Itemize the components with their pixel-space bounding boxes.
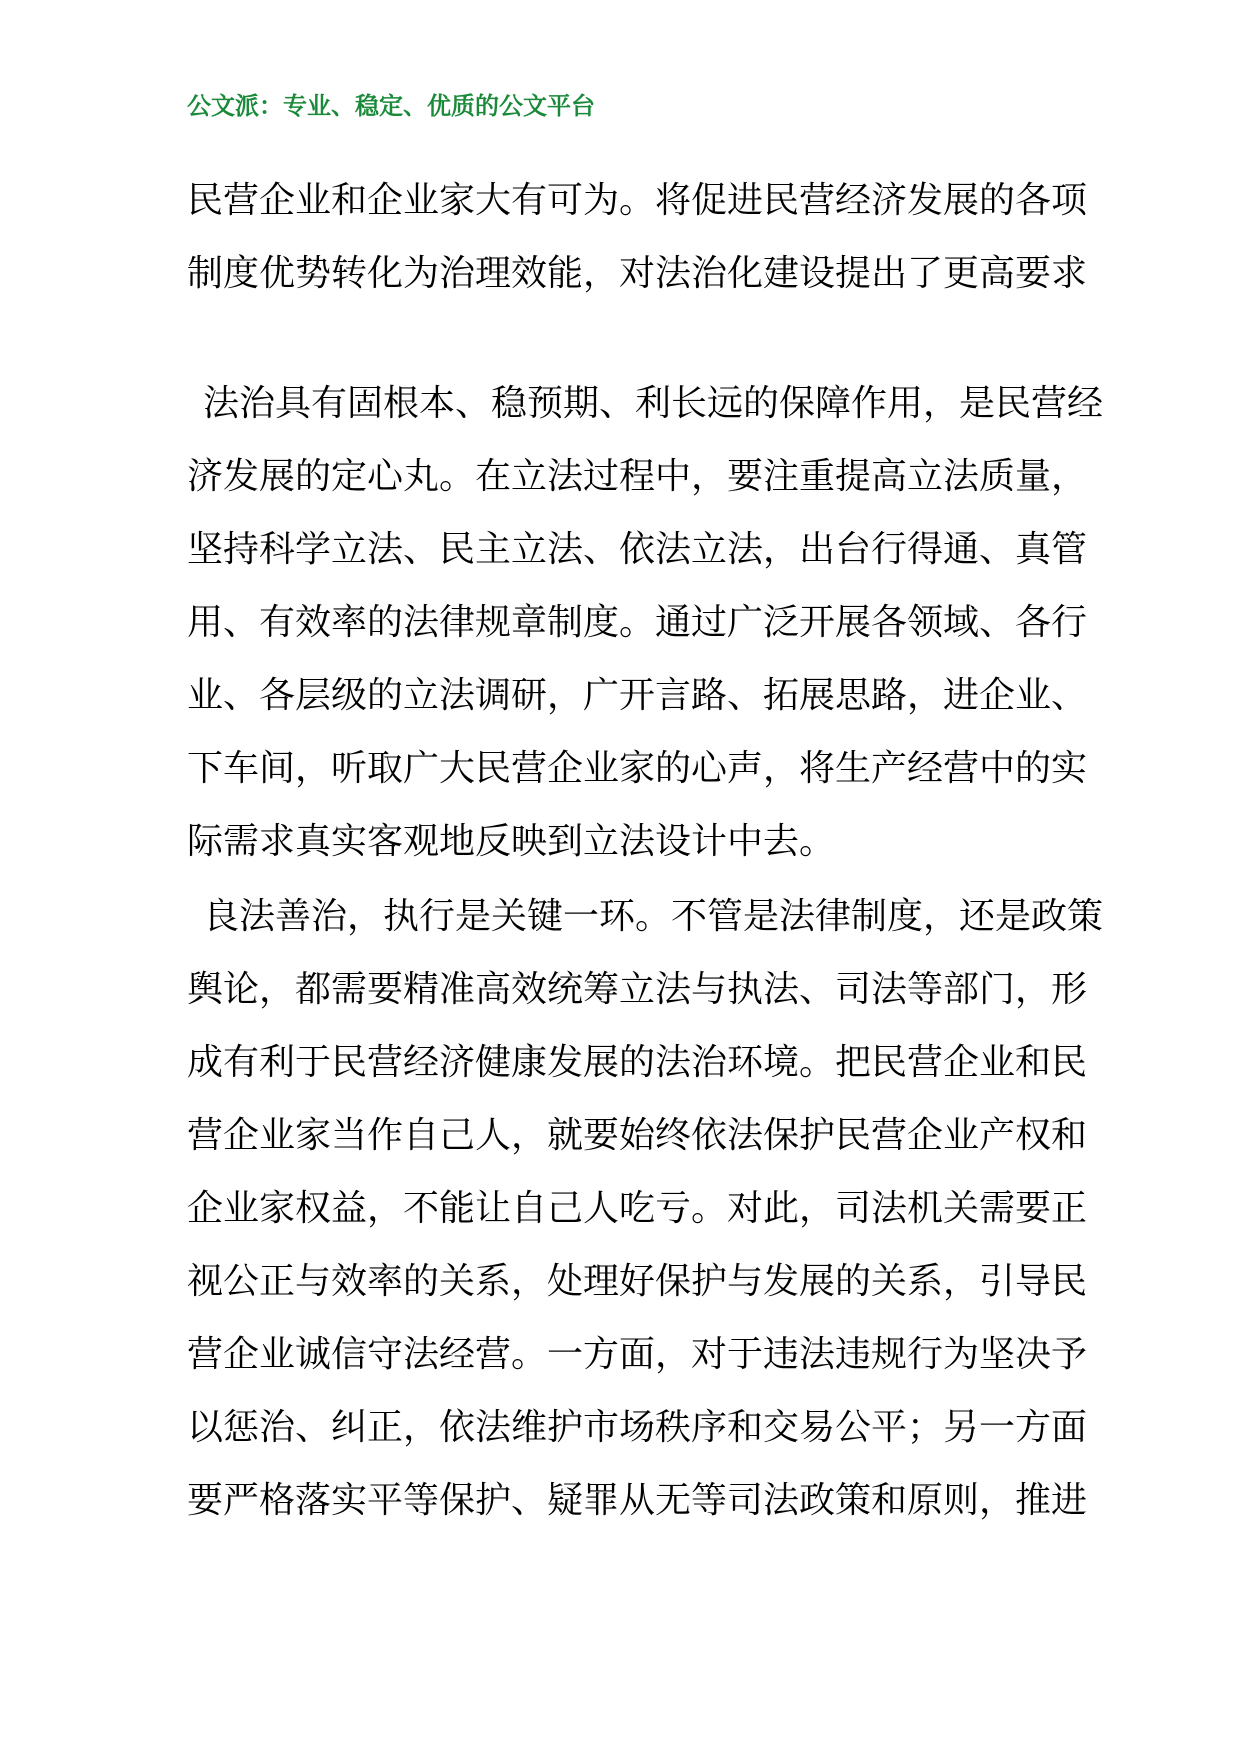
paragraph-gap xyxy=(187,310,1067,367)
text-line: 营企业家当作自己人，就要始终依法保护民营企业产权和 xyxy=(187,1115,1088,1156)
text-line: 民营企业和企业家大有可为。将促进民营经济发展的各项 xyxy=(187,180,1088,221)
text-line: 用、有效率的法律规章制度。通过广泛开展各领域、各行 xyxy=(187,602,1088,643)
document-body xyxy=(187,164,1104,1537)
text-line: 营企业诚信守法经营。一方面，对于违法违规行为坚决予 xyxy=(187,1334,1088,1375)
text-line: 良法善治，执行是关键一环。不管是法律制度，还是政策 xyxy=(203,896,1104,937)
text-line: 际需求真实客观地反映到立法设计中去。 xyxy=(187,821,836,862)
text-line: 法治具有固根本、稳预期、利长远的保障作用，是民营经 xyxy=(203,383,1104,424)
text-line: 视公正与效率的关系，处理好保护与发展的关系，引导民 xyxy=(187,1261,1088,1302)
paragraph xyxy=(187,367,1104,878)
paragraph xyxy=(187,164,1088,310)
text-line: 业、各层级的立法调研，广开言路、拓展思路，进企业、 xyxy=(187,675,1088,716)
text-line: 坚持科学立法、民主立法、依法立法，出台行得通、真管 xyxy=(187,529,1088,570)
text-line: 舆论，都需要精准高效统筹立法与执法、司法等部门，形 xyxy=(187,969,1088,1010)
text-line: 要严格落实平等保护、疑罪从无等司法政策和原则，推进 xyxy=(187,1480,1088,1521)
text-line: 企业家权益，不能让自己人吃亏。对此，司法机关需要正 xyxy=(187,1188,1088,1229)
text-line: 成有利于民营经济健康发展的法治环境。把民营企业和民 xyxy=(187,1042,1088,1083)
text-line: 济发展的定心丸。在立法过程中，要注重提高立法质量， xyxy=(187,456,1088,497)
page-header: 公文派：专业、稳定、优质的公文平台 xyxy=(187,92,595,120)
text-line: 制度优势转化为治理效能，对法治化建设提出了更高要求 xyxy=(187,253,1088,294)
paragraph xyxy=(187,880,1104,1537)
text-line: 以惩治、纠正，依法维护市场秩序和交易公平；另一方面 xyxy=(187,1407,1088,1448)
text-line: 下车间，听取广大民营企业家的心声，将生产经营中的实 xyxy=(187,748,1088,789)
